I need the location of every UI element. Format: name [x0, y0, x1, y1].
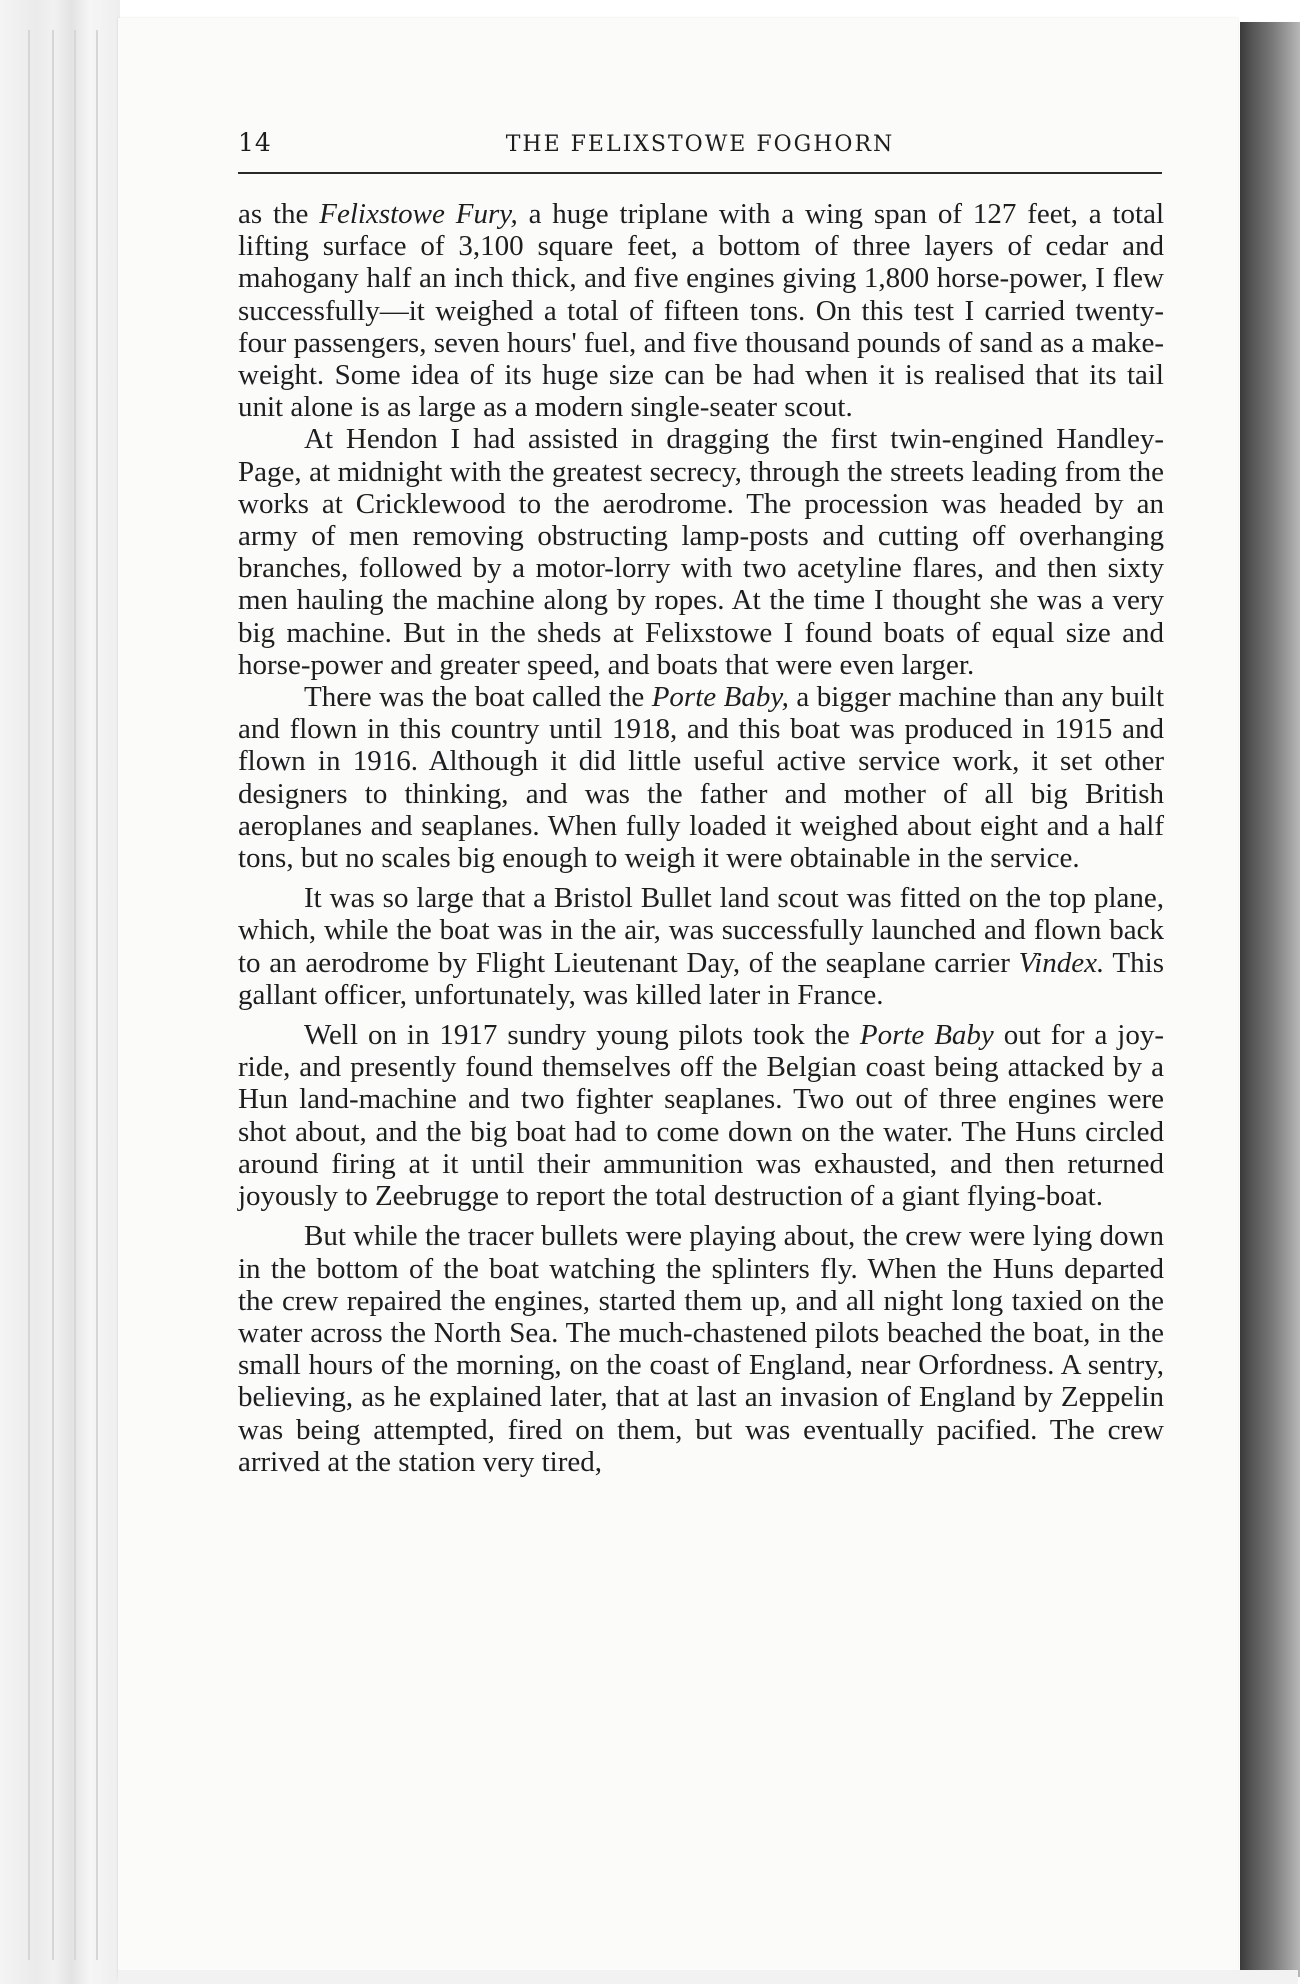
paragraph-text: At Hendon I had assisted in dragging the first twin-engined Handley-Page, at midnight with the greatest secrecy, through the streets leading from the works at Cricklewood to the aerodrome. The procession was headed by an army of men removing obstructing lamp-posts and cutting off overhanging branches, followed by a motor-lorry with two acetyline flares, and then sixty men hauling the machine along by ropes. At the time I thought she was a very big machine. But in the sheds at Felixstowe I found boats of equal size and horse-power and greater speed, and boats that were even larger. [238, 423, 1164, 681]
italic-title-text: Porte Baby, [651, 681, 789, 714]
page-header [238, 128, 1162, 174]
book-page-edges [0, 0, 120, 1984]
book-spine-shadow [1240, 22, 1300, 1977]
paragraph-text: But while the tracer bullets were playing about, the crew were lying down in the bottom of the boat watching the splinters fly. When the Huns departed the crew repaired the engines, started them up, and all night long taxied on the water across the North Sea. The much-chastened pilots beached the boat, in the small hours of the morning, on the coast of England, near Orfordness. A sentry, believing, as he explained later, that at last an invasion of England by Zeppelin was being attempted, fired on them, but was eventually pacified. The crew arrived at the station very tired, [238, 1220, 1164, 1478]
italic-title-text: Vindex. [1018, 946, 1105, 979]
paragraph-text: a bigger machine than any built and flown in this country until 1918, and this boat was produced in 1915 and flown in 1916. Although it did little useful active service work, it set other designers to thinking, and was the father and mother of all big British aeroplanes and seaplanes. When fully loaded it weighed about eight and a half tons, but no scales big enough to weigh it were obtainable in the service. [238, 681, 1164, 875]
paragraph-6 [238, 1220, 1164, 1478]
page-number: 14 [238, 128, 272, 157]
paragraph-4 [238, 882, 1164, 1011]
paragraph-text: Well on in 1917 sundry young pilots took the [304, 1019, 860, 1052]
paragraph-text: a huge triplane with a wing span of 127 feet, a total lifting surface of 3,100 square feet, a bottom of three layers of cedar and mahogany half an inch thick, and five engines giving 1,800 horse-power, I flew successfully—it weighed a total of fifteen tons. On this test I carried twenty-four passengers, seven hours' fuel, and five thousand pounds of sand as a make-weight. Some idea of its huge size can be had when it is realised that its tail unit alone is as large as a modern single-seater scout. [238, 198, 1164, 424]
paragraph-text: There was the boat called the [304, 681, 652, 714]
paragraph-text: out for a joy-ride, and presently found themselves off the Belgian coast being attacked by a Hun land-machine and two fighter seaplanes. Two out of three engines were shot about, and the big boat had to come down on the water. The Huns circled around firing at it until their ammunition was exhausted, and then returned joyously to Zeebrugge to report the total destruction of a giant flying-boat. [238, 1019, 1164, 1213]
page-bottom-edge [118, 1970, 1298, 1984]
paragraph-text: This gallant officer, unfortunately, was killed later in France. [238, 946, 1164, 1011]
paragraph-text: It was so large that a Bristol Bullet land scout was fitted on the top plane, which, while the boat was in the air, was successfully launched and flown back to an aerodrome by Flight Lieutenant Day, of the seaplane carrier [238, 882, 1164, 979]
paragraph-1 [238, 198, 1164, 423]
paragraph-2 [238, 423, 1164, 681]
italic-title-text: Porte Baby [859, 1019, 994, 1052]
article-body [238, 198, 1164, 1478]
paragraph-text: as the [238, 198, 320, 230]
running-title: THE FELIXSTOWE FOGHORN [505, 132, 895, 157]
italic-title-text: Felixstowe Fury, [319, 198, 518, 230]
paragraph-5 [238, 1019, 1164, 1212]
paragraph-3 [238, 681, 1164, 874]
